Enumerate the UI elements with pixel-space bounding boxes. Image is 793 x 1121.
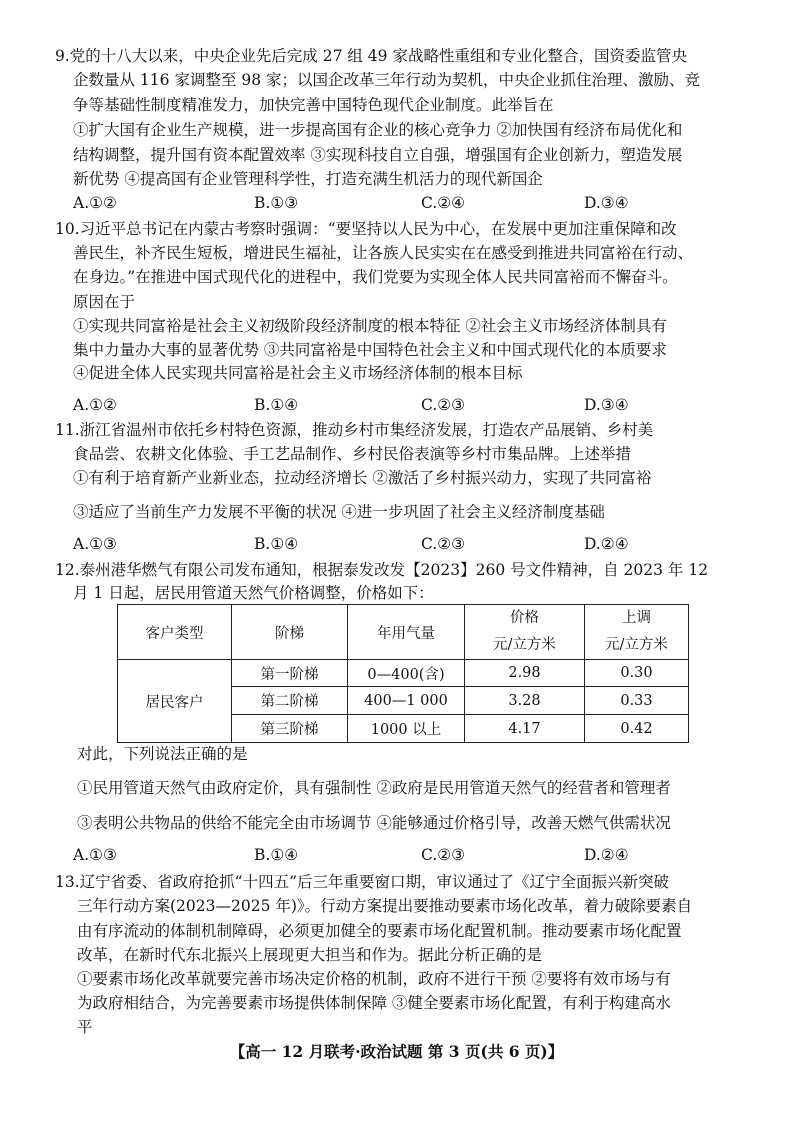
q9-option-a: A.①② (73, 194, 117, 212)
q10-option-c: C.②③ (421, 396, 466, 414)
cell-price: 2.98 (465, 660, 585, 687)
q9-stem-line-2: 企数量从 116 家调整至 98 家；以国企改革三年行动为契机，中央企业抓住治理、激励、竞 (73, 71, 701, 89)
q11-stem-line-2: 食品尝、农耕文化体验、手工艺品制作、乡村民俗表演等乡村市集品牌。上述举措 (73, 445, 632, 463)
q12-after-table: 对此，下列说法正确的是 (77, 745, 248, 763)
q11-option-a: A.①③ (73, 535, 117, 553)
cell-tier: 第一阶梯 (232, 660, 348, 687)
q13-statement-line-3: 平 (77, 1018, 93, 1036)
q13-statement-line-1: ①要素市场化改革就要完善市场决定价格的机制，政府不进行干预 ②要将有效市场与有 (77, 970, 671, 988)
q10-option-a: A.①② (73, 396, 117, 414)
header-annual-volume: 年用气量 (348, 605, 465, 660)
q9-statement-line-3: 新优势 ④提高国有企业管理科学性，打造充满生机活力的现代新国企 (73, 170, 543, 188)
q12-stem-line-1: 12.泰州港华燃气有限公司发布通知，根据泰发改发【2023】260 号文件精神，自 2023 年 12 (55, 561, 709, 579)
q10-stem-line-2: 善民生，补齐民生短板，增进民生福祉，让各族人民实实在在感受到推进共同富裕在行动、 (73, 244, 694, 262)
cell-raise: 0.30 (585, 660, 689, 687)
cell-raise: 0.42 (585, 715, 689, 743)
cell-customer: 居民客户 (118, 660, 232, 743)
q12-option-a: A.①③ (73, 846, 117, 864)
cell-tier: 第三阶梯 (232, 715, 348, 743)
header-customer-type: 客户类型 (118, 605, 232, 660)
header-raise-unit: 元/立方米 (605, 637, 668, 653)
q10-stem-line-1: 10.习近平总书记在内蒙古考察时强调：“要坚持以人民为中心，在发展中更加注重保障和改 (55, 220, 677, 238)
table-header-row (118, 605, 689, 660)
q13-stem-line-4: 改革，在新时代东北振兴上展现更大担当和作为。据此分析正确的是 (77, 946, 543, 964)
q12-statement-line-1: ①民用管道天然气由政府定价，具有强制性 ②政府是民用管道天然气的经营者和管理者 (77, 779, 671, 797)
q12-stem-line-2: 月 1 日起，居民用管道天然气价格调整，价格如下： (73, 584, 434, 602)
q9-statement-line-1: ①扩大国有企业生产规模，进一步提高国有企业的核心竞争力 ②加快国有经济布局优化和 (73, 121, 683, 139)
q10-stem-line-4: 原因在于 (73, 293, 136, 311)
q10-options (73, 396, 753, 418)
gas-price-table (117, 604, 689, 743)
q9-option-c: C.②④ (421, 194, 466, 212)
cell-price: 4.17 (465, 715, 585, 743)
cell-volume: 400—1 000 (348, 687, 465, 715)
header-raise-label: 上调 (622, 610, 651, 626)
header-price-unit: 元/立方米 (493, 637, 556, 653)
header-raise (585, 605, 689, 660)
q12-statement-line-2: ③表明公共物品的供给不能完全由市场调节 ④能够通过价格引导，改善天燃气供需状况 (77, 814, 671, 832)
page-footer: 【高一 12 月联考·政治试题 第 3 页(共 6 页)】 (229, 1042, 564, 1061)
q10-statement-line-2: 集中力量办大事的显著优势 ③共同富裕是中国特色社会主义和中国式现代化的本质要求 (73, 341, 667, 359)
q9-stem-line-3: 争等基础性制度精准发力，加快完善中国特色现代企业制度。此举旨在 (73, 96, 554, 114)
q9-option-d: D.③④ (584, 194, 629, 212)
q9-statement-line-2: 结构调整，提升国有资本配置效率 ③实现科技自立自强，增强国有企业创新力，塑造发展 (73, 146, 683, 164)
q10-stem-line-3: 在身边。”在推进中国式现代化的进程中，我们党要为实现全体人民共同富裕而不懈奋斗。 (73, 268, 678, 286)
q13-stem-line-1: 13.辽宁省委、省政府抢抓“十四五”后三年重要窗口期，审议通过了《辽宁全面振兴新突破 (55, 873, 670, 891)
q11-statement-line-1: ①有利于培育新产业新业态，拉动经济增长 ②激活了乡村振兴动力，实现了共同富裕 (73, 469, 652, 487)
cell-volume: 0—400(含) (348, 660, 465, 687)
q12-options (73, 846, 753, 868)
q11-statement-line-2: ③适应了当前生产力发展不平衡的状况 ④进一步巩固了社会主义经济制度基础 (73, 503, 605, 521)
q12-option-c: C.②③ (421, 846, 466, 864)
cell-raise: 0.33 (585, 687, 689, 715)
header-price (465, 605, 585, 660)
q11-options (73, 535, 753, 557)
q13-stem-line-2: 三年行动方案(2023—2025 年)》。行动方案提出要推动要素市场化改革，着力破除要素自 (77, 897, 693, 915)
cell-price: 3.28 (465, 687, 585, 715)
header-price-label: 价格 (510, 610, 539, 626)
q9-options (73, 194, 753, 216)
q11-option-b: B.①④ (254, 535, 299, 553)
q10-statement-line-1: ①实现共同富裕是社会主义初级阶段经济制度的根本特征 ②社会主义市场经济体制具有 (73, 317, 667, 335)
q11-stem-line-1: 11.浙江省温州市依托乡村特色资源，推动乡村市集经济发展，打造农产品展销、乡村美 (55, 421, 654, 439)
q10-option-d: D.③④ (584, 396, 629, 414)
q12-option-b: B.①④ (254, 846, 299, 864)
header-tier: 阶梯 (232, 605, 348, 660)
q13-statement-line-2: 为政府相结合，为完善要素市场提供体制保障 ③健全要素市场化配置，有利于构建高水 (77, 994, 671, 1012)
q13-stem-line-3: 由有序流动的体制机制障碍，必须更加健全的要素市场化配置机制。推动要素市场化配置 (77, 922, 682, 940)
q10-statement-line-3: ④促进全体人民实现共同富裕是社会主义市场经济体制的根本目标 (73, 364, 523, 382)
q12-option-d: D.②④ (584, 846, 629, 864)
q11-option-c: C.②③ (421, 535, 466, 553)
q11-option-d: D.②④ (584, 535, 629, 553)
cell-tier: 第二阶梯 (232, 687, 348, 715)
table-row (118, 660, 689, 687)
q9-stem-line-1: 9.党的十八大以来，中央企业先后完成 27 组 49 家战略性重组和专业化整合，国资委监管央 (55, 47, 687, 65)
q9-option-b: B.①③ (254, 194, 299, 212)
cell-volume: 1000 以上 (348, 715, 465, 743)
q10-option-b: B.①④ (254, 396, 299, 414)
